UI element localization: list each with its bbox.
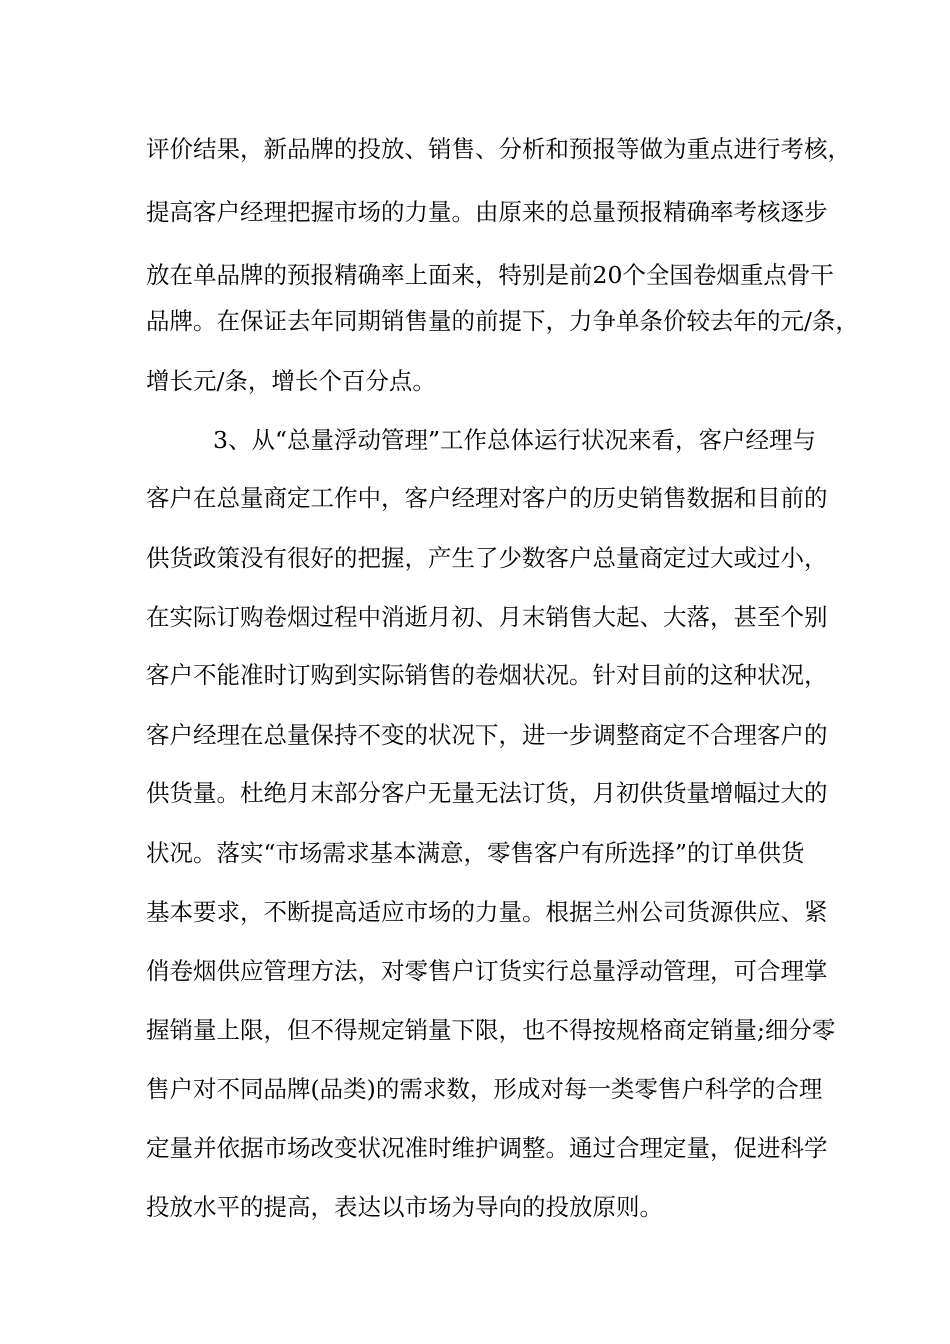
text-line-9: 在实际订购卷烟过程中消逝月初、月末销售大起、大落，甚至个别 xyxy=(146,603,828,631)
text-line-11: 客户经理在总量保持不变的状况下，进一步调整商定不合理客户的 xyxy=(146,721,828,749)
text-line-15: 俏卷烟供应管理方法，对零售户订货实行总量浮动管理，可合理掌 xyxy=(146,957,828,985)
text-line-12: 供货量。杜绝月末部分客户无量无法订货，月初供货量增幅过大的 xyxy=(146,779,828,807)
text-line-17: 售户对不同品牌(品类)的需求数，形成对每一类零售户科学的合理 xyxy=(146,1075,823,1103)
text-line-2: 提高客户经理把握市场的力量。由原来的总量预报精确率考核逐步 xyxy=(146,198,828,226)
text-line-14: 基本要求，不断提高适应市场的力量。根据兰州公司货源供应、紧 xyxy=(146,898,828,926)
text-line-3: 放在单品牌的预报精确率上面来，特别是前20个全国卷烟重点骨干 xyxy=(146,261,834,289)
text-line-19: 投放水平的提高，表达以市场为导向的投放原则。 xyxy=(146,1193,663,1221)
text-line-7: 客户在总量商定工作中，客户经理对客户的历史销售数据和目前的 xyxy=(146,484,828,512)
text-line-1: 评价结果，新品牌的投放、销售、分析和预报等做为重点进行考核， xyxy=(146,135,851,163)
text-line-5: 增长元/条，增长个百分点。 xyxy=(146,367,436,395)
text-line-18: 定量并依据市场改变状况准时维护调整。通过合理定量，促进科学 xyxy=(146,1134,828,1162)
text-line-13: 状况。落实“市场需求基本满意，零售客户有所选择”的订单供货 xyxy=(146,839,805,867)
text-line-10: 客户不能准时订购到实际销售的卷烟状况。针对目前的这种状况， xyxy=(146,661,828,689)
text-line-4: 品牌。在保证去年同期销售量的前提下，力争单条价较去年的元/条， xyxy=(146,307,859,335)
text-line-16: 握销量上限，但不得规定销量下限，也不得按规格商定销量;细分零 xyxy=(146,1016,836,1044)
paragraph-3-first-line: 3、从“总量浮动管理”工作总体运行状况来看，客户经理与 xyxy=(213,426,816,454)
text-line-8: 供货政策没有很好的把握，产生了少数客户总量商定过大或过小， xyxy=(146,544,828,572)
